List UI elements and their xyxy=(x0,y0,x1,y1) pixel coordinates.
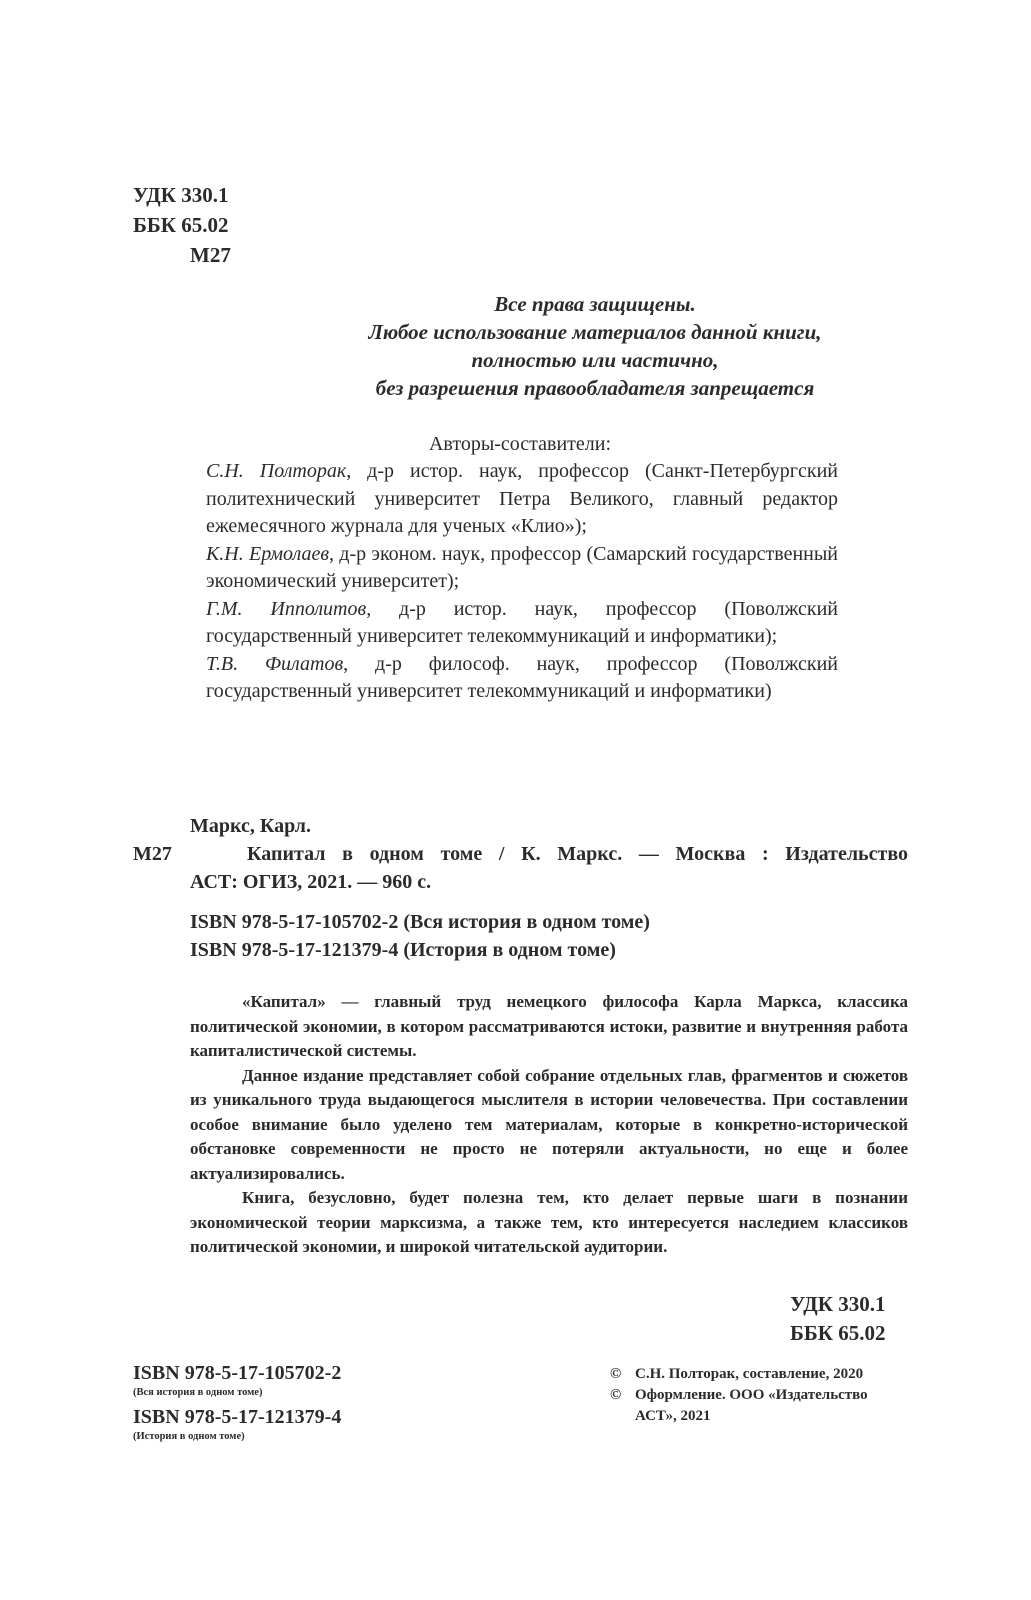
record-title xyxy=(190,840,908,896)
classification-bottom xyxy=(790,1290,886,1348)
annotation-paragraph: Данное издание представляет собой собрание отдельных глав, фрагментов и сюжетов из уникального труда выдающегося мыслителя в истории человечества. При составлении особое внимание было уделено тем материалам, которые в конкретно-исторической обстановке современности не просто не потеряли актуальности, но еще и более актуализировались. xyxy=(190,1065,908,1183)
rights-line: без разрешения правообладателя запрещается xyxy=(375,376,815,400)
copyright-icon: © xyxy=(610,1387,622,1403)
udk-code: УДК 330.1 xyxy=(133,183,229,207)
author-name: С.Н. Полторак xyxy=(206,460,347,482)
author-name: К.Н. Ермолаев xyxy=(206,542,329,565)
annotation xyxy=(190,990,908,1260)
author-mark: М27 xyxy=(190,243,231,267)
copyright-icon: © xyxy=(610,1366,622,1382)
classification-top xyxy=(133,180,231,270)
isbn-note: (Вся история в одном томе) xyxy=(133,1387,263,1398)
rights-line: Все права защищены. xyxy=(494,292,696,316)
rights-line: полностью или частично, xyxy=(471,348,719,372)
record-title-second: АСТ: ОГИЗ, 2021. — 960 с. xyxy=(190,871,432,893)
copyright-block xyxy=(610,1364,910,1427)
author-desc: , д-р эконом. наук, профессор (Самарский государственный экономический университет); xyxy=(206,542,839,592)
author-desc: , д-р философ. наук, профессор (Поволжский государственный университет телекоммуникаций и информатики) xyxy=(206,652,838,702)
copyright-text: Оформление. ООО «Издательство АСТ», 2021 xyxy=(635,1387,868,1424)
record-author: Маркс, Карл. xyxy=(190,815,311,837)
author-desc: , д-р истор. наук, профессор (Поволжский государственный университет телекоммуникаций и информатики); xyxy=(206,597,838,647)
record-isbn: ISBN 978-5-17-121379-4 (История в одном томе) xyxy=(190,939,616,961)
authors-heading: Авторы-составители: xyxy=(428,433,612,455)
copyright-item xyxy=(610,1364,910,1385)
udk-code: УДК 330.1 xyxy=(790,1292,886,1316)
author-name: Т.В. Филатов xyxy=(206,652,344,675)
isbn-number: ISBN 978-5-17-121379-4 xyxy=(133,1406,342,1428)
author-entry xyxy=(206,541,838,596)
bbk-code: ББК 65.02 xyxy=(790,1321,886,1345)
author-entry xyxy=(206,458,838,541)
record-isbn: ISBN 978-5-17-105702-2 (Вся история в одном томе) xyxy=(190,911,650,933)
bbk-code: ББК 65.02 xyxy=(133,213,229,237)
author-entry xyxy=(206,596,838,651)
author-desc: , д-р истор. наук, профессор (Санкт-Петербургский политехнический университет Петра Великого, главный редактор ежемесячного журнала для ученых «Клио»); xyxy=(206,460,839,537)
record-title-first: Капитал в одном томе / К. Маркс. — Москва : Издательство xyxy=(247,843,908,865)
isbn-bottom xyxy=(133,1360,341,1448)
author-entry xyxy=(206,651,838,706)
copyright-item xyxy=(610,1385,910,1427)
record-code: М27 xyxy=(133,843,172,865)
isbn-note: (История в одном томе) xyxy=(133,1431,245,1442)
rights-line: Любое использование материалов данной книги, xyxy=(368,320,822,344)
rights-notice xyxy=(200,290,990,402)
author-name: Г.М. Ипполитов xyxy=(206,597,367,620)
record-isbn-block xyxy=(190,908,650,964)
annotation-paragraph: Книга, безусловно, будет полезна тем, кто делает первые шаги в познании экономической теории марксизма, а также тем, кто интересуется наследием классиков политической экономии, и широкой читательской аудитории. xyxy=(190,1188,908,1256)
authors-list xyxy=(206,458,838,706)
annotation-paragraph: «Капитал» — главный труд немецкого философа Карла Маркса, классика политической экономии, в котором рассматриваются истоки, развитие и внутренняя работа капиталистической системы. xyxy=(190,992,908,1060)
isbn-number: ISBN 978-5-17-105702-2 xyxy=(133,1362,342,1384)
copyright-text: С.Н. Полторак, составление, 2020 xyxy=(635,1366,864,1382)
